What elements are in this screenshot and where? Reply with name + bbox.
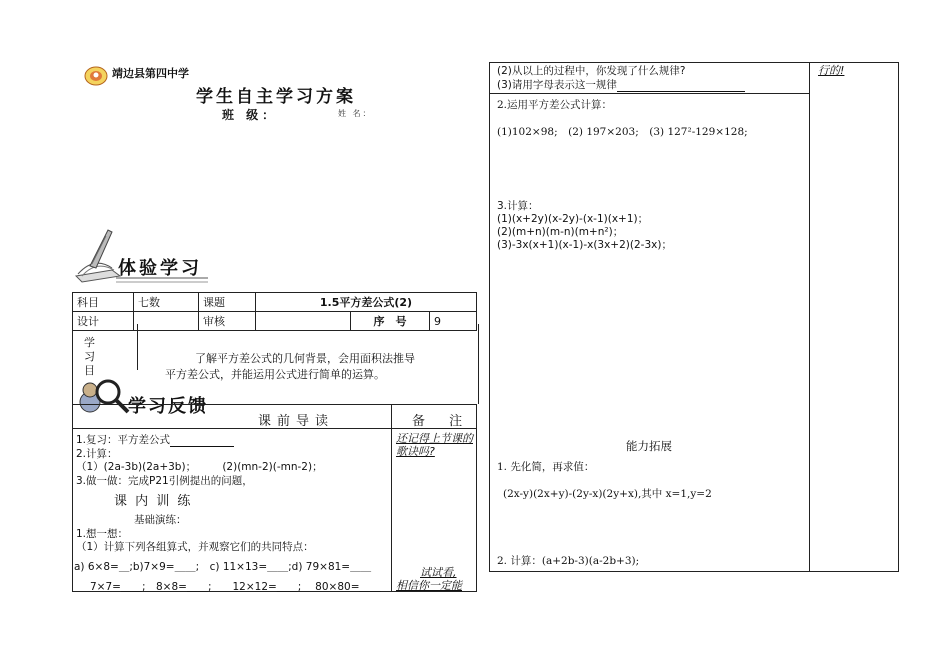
review-item: 1.复习：平方差公式 xyxy=(76,432,234,447)
subject-label: 科目 xyxy=(73,293,134,312)
topic-label: 课题 xyxy=(199,293,256,312)
question-3: (3)请用字母表示这一规律 xyxy=(497,77,745,92)
think-item: 1.想一想： xyxy=(76,528,129,540)
notes-divider xyxy=(391,404,392,592)
subject-value: 七数 xyxy=(134,293,199,312)
right-notes-divider xyxy=(809,62,810,572)
calc3-heading: 3.计算： xyxy=(497,200,539,212)
review-label: 审核 xyxy=(199,312,256,331)
topic-value: 1.5平方差公式(2) xyxy=(256,293,477,312)
right-rule xyxy=(489,93,809,94)
notes-heading: 备 注 xyxy=(412,414,473,429)
design-label: 设计 xyxy=(73,312,134,331)
goals-label: 学习目 xyxy=(84,336,95,377)
school-logo-icon xyxy=(84,66,108,86)
goals-line-1: 了解平方差公式的几何背景，会用面积法推导 xyxy=(195,352,415,365)
banner-learning-feedback: 学习反馈 xyxy=(128,396,208,417)
inclass-heading: 课 内 训 练 xyxy=(114,494,193,509)
banner-experience-learning: 体验学习 xyxy=(118,258,202,279)
calc-items: （1）(2a-3b)(2a+3b)； (2)(mn-2)(-mn-2)； xyxy=(76,461,323,473)
note-can-do: 行的! xyxy=(818,64,845,77)
calc3-item-1: (1)(x+2y)(x-2y)-(x-1)(x+1)； xyxy=(497,213,649,225)
apply-heading: 2.运用平方差公式计算： xyxy=(497,99,613,111)
do-it-item: 3.做一做：完成P21引例提出的问题， xyxy=(76,475,253,487)
ability-heading: 能力拓展 xyxy=(626,439,672,453)
goals-line-2: 平方差公式，并能运用公式进行简单的运算。 xyxy=(165,368,385,381)
simplify-item: 1. 先化简，再求值： xyxy=(497,461,595,473)
calc3-item-3: (3)-3x(x+1)(x-1)-x(3x+2)(2-3x)； xyxy=(497,239,672,251)
calc3-item-2: (2)(m+n)(m-n)(m+n²)； xyxy=(497,226,624,238)
row-b: 7×7=＿＿; 8×8=＿＿; 12×12=＿＿; 80×80=＿＿ xyxy=(90,581,381,593)
simplify-expression: (2x-y)(2x+y)-(2y-x)(2y+x),其中 x=1,y=2 xyxy=(503,488,712,500)
goals-divider xyxy=(137,324,138,370)
seq-label: 序 号 xyxy=(351,312,430,331)
document-title: 学生自主学习方案 xyxy=(196,87,356,107)
calc-heading: 2.计算： xyxy=(76,448,118,460)
think-sub: （1）计算下列各组算式，并观察它们的共同特点： xyxy=(76,541,314,553)
note-believe: 相信你一定能 xyxy=(396,579,462,592)
row-a: a) 6×8=＿;b)7×9=＿＿; c) 11×13=＿＿;d) 79×81=＿＿ xyxy=(74,561,372,573)
preread-heading: 课前导读 xyxy=(258,414,335,429)
apply-items: (1)102×98; (2) 197×203; (3) 127²-129×128; xyxy=(497,126,748,138)
note-remember: 还记得上节课的歌诀吗? xyxy=(396,432,473,458)
basic-practice: 基础演练： xyxy=(134,514,187,526)
note-try: 试试看, xyxy=(420,566,457,579)
name-label: 姓 名： xyxy=(338,109,373,118)
question-2: (2)从以上的过程中，你发现了什么规律? xyxy=(497,65,686,77)
seq-value: 9 xyxy=(430,312,477,331)
class-label: 班 级： xyxy=(222,108,279,122)
school-name: 靖边县第四中学 xyxy=(112,67,189,80)
calc2-item: 2. 计算：(a+2b-3)(a-2b+3); xyxy=(497,555,640,567)
